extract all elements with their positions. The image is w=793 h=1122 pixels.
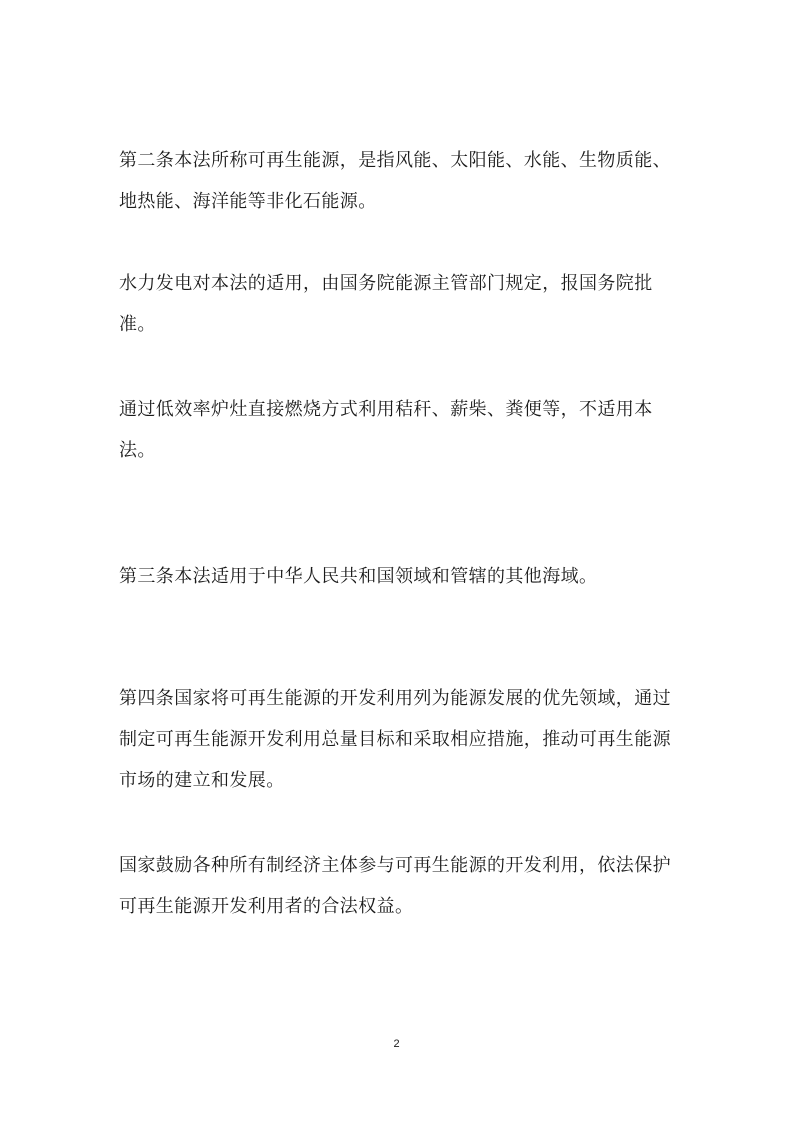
text-line: 通过低效率炉灶直接燃烧方式利用秸秆、薪柴、粪便等，不适用本 (119, 399, 653, 420)
text-line: 地热能、海洋能等非化石能源。 (119, 191, 377, 212)
text-line: 法。 (119, 440, 156, 461)
text-line: 水力发电对本法的适用，由国务院能源主管部门规定，报国务院批 (119, 273, 653, 294)
text-line: 准。 (119, 314, 156, 335)
text-line: 第四条国家将可再生能源的开发利用列为能源发展的优先领域，通过 (119, 688, 671, 709)
text-line: 可再生能源开发利用者的合法权益。 (119, 896, 414, 917)
text-line: 国家鼓励各种所有制经济主体参与可再生能源的开发利用，依法保护 (119, 855, 671, 876)
paragraph-article-4 (119, 678, 679, 801)
page-number: 2 (393, 1038, 400, 1050)
paragraph-hydropower (119, 263, 679, 345)
text-line: 市场的建立和发展。 (119, 770, 285, 791)
paragraph-article-3 (119, 556, 679, 597)
text-line: 第二条本法所称可再生能源，是指风能、太阳能、水能、生物质能、 (119, 150, 671, 171)
text-line: 第三条本法适用于中华人民共和国领域和管辖的其他海域。 (119, 566, 598, 587)
text-line: 制定可再生能源开发利用总量目标和采取相应措施，推动可再生能源 (119, 729, 671, 750)
paragraph-low-efficiency-stoves (119, 389, 679, 471)
paragraph-encouragement (119, 845, 679, 927)
paragraph-article-2 (119, 140, 679, 222)
